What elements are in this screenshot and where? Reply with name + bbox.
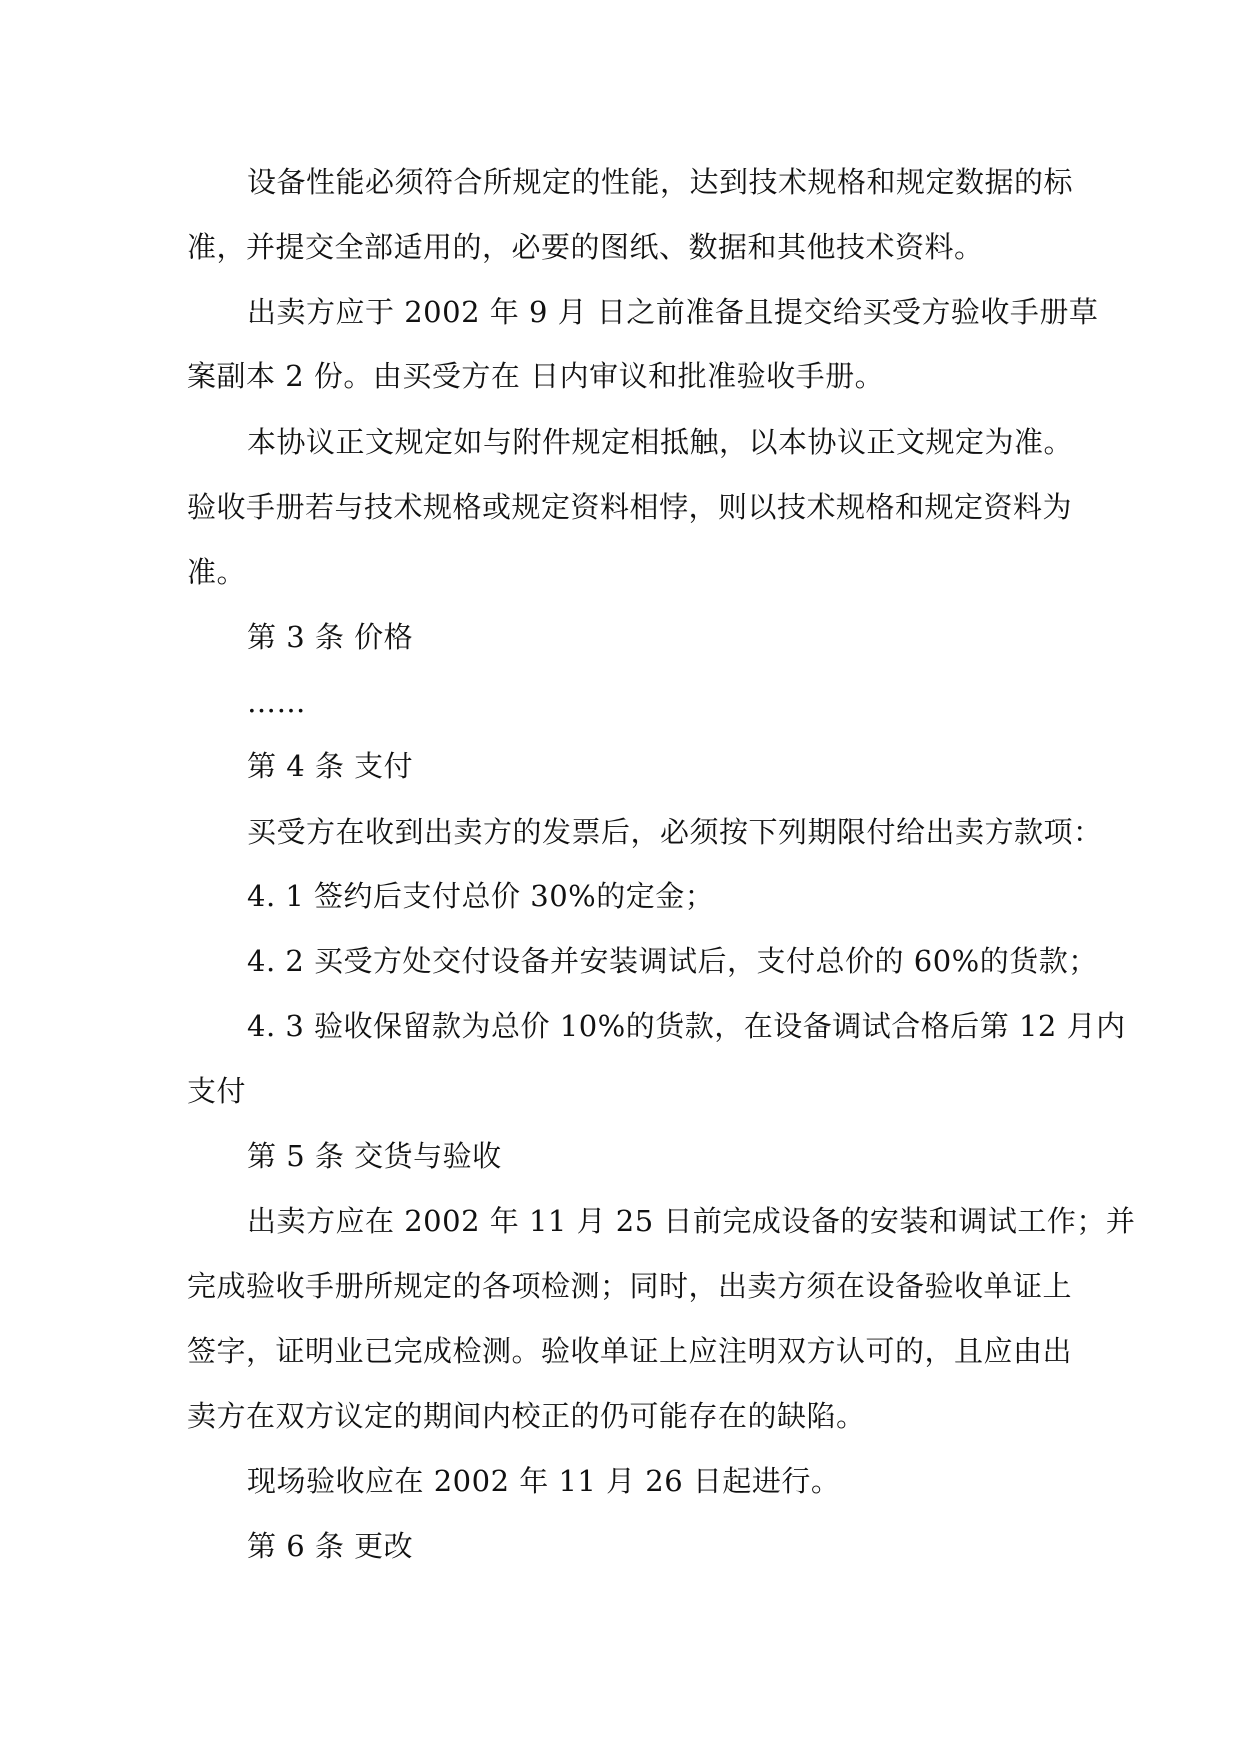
- text-line: 准，并提交全部适用的，必要的图纸、数据和其他技术资料。: [187, 230, 984, 264]
- section-heading: 第 4 条 支付: [247, 749, 414, 783]
- text-line: 出卖方应在 2002 年 11 月 25 日前完成设备的安装和调试工作；并: [247, 1204, 1136, 1238]
- text-line: 案副本 2 份。由买受方在 日内审议和批准验收手册。: [187, 359, 885, 393]
- list-item: 4. 2 买受方处交付设备并安装调试后，支付总价的 60%的货款；: [247, 944, 1098, 978]
- list-item: 4. 3 验收保留款为总价 10%的货款，在设备调试合格后第 12 月内: [247, 1009, 1126, 1043]
- text-line: 签字，证明业已完成检测。验收单证上应注明双方认可的，且应由出: [187, 1334, 1073, 1368]
- text-line: 完成验收手册所规定的各项检测；同时，出卖方须在设备验收单证上: [187, 1269, 1073, 1303]
- text-line: 准。: [187, 555, 247, 589]
- text-line: 现场验收应在 2002 年 11 月 26 日起进行。: [247, 1464, 841, 1498]
- text-line: 设备性能必须符合所规定的性能，达到技术规格和规定数据的标: [247, 165, 1074, 199]
- text-line: 支付: [187, 1074, 247, 1108]
- list-item: 4. 1 签约后支付总价 30%的定金；: [247, 879, 715, 913]
- ellipsis-line: ……: [247, 685, 306, 719]
- section-heading: 第 6 条 更改: [247, 1529, 414, 1563]
- text-line: 买受方在收到出卖方的发票后，必须按下列期限付给出卖方款项：: [247, 815, 1103, 849]
- text-line: 本协议正文规定如与附件规定相抵触，以本协议正文规定为准。: [247, 425, 1074, 459]
- section-heading: 第 3 条 价格: [247, 620, 414, 654]
- text-line: 卖方在双方议定的期间内校正的仍可能存在的缺陷。: [187, 1399, 866, 1433]
- section-heading: 第 5 条 交货与验收: [247, 1139, 502, 1173]
- text-line: 验收手册若与技术规格或规定资料相悖，则以技术规格和规定资料为: [187, 490, 1073, 524]
- text-line: 出卖方应于 2002 年 9 月 日之前准备且提交给买受方验收手册草: [247, 295, 1099, 329]
